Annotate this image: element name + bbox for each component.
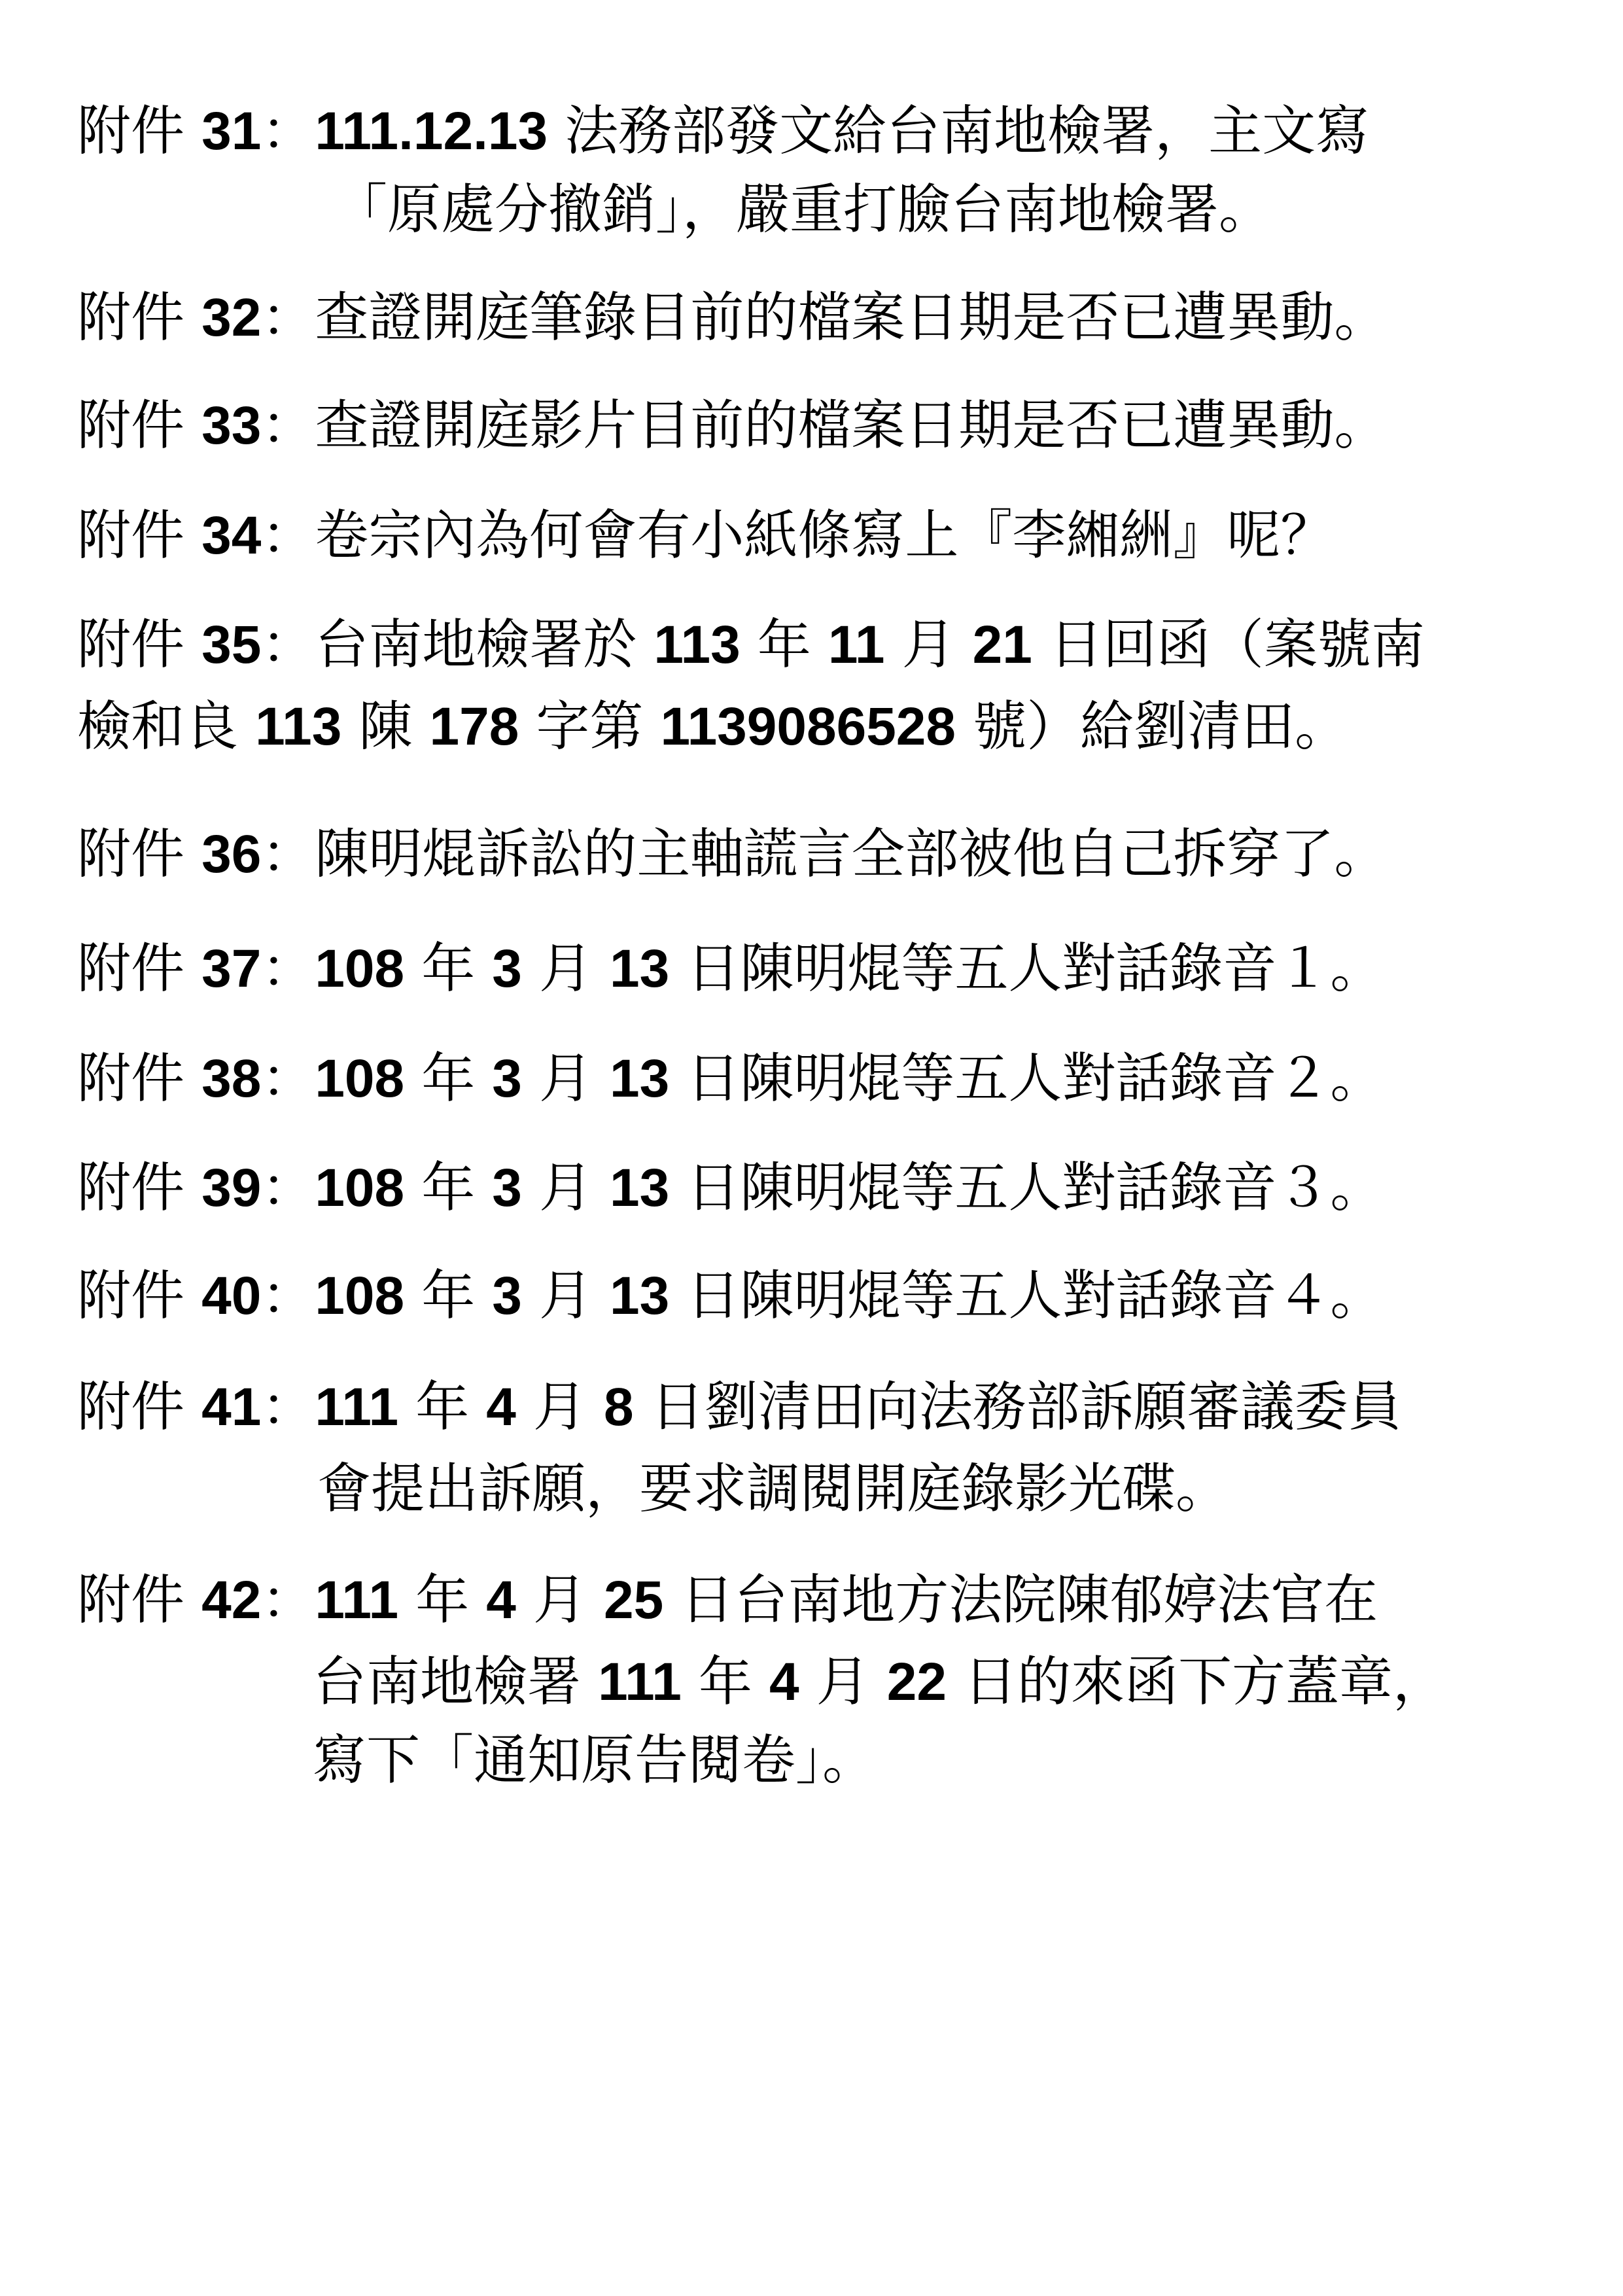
body-text: 法務部發文給台南地檢署，主文寫 bbox=[548, 100, 1370, 162]
body-text: ： bbox=[261, 1048, 315, 1110]
number-text: 4 bbox=[486, 1570, 516, 1630]
body-text: 月 bbox=[799, 1651, 887, 1713]
attachment-36-line bbox=[77, 823, 1388, 885]
number-text: 13 bbox=[610, 1158, 670, 1218]
number-text: 3 bbox=[492, 1158, 522, 1218]
number-text: 25 bbox=[603, 1570, 664, 1630]
body-text: 月 bbox=[884, 614, 973, 676]
attachment-label: 附件 bbox=[77, 395, 185, 457]
body-text: ： bbox=[261, 1265, 315, 1327]
attachment-label: 附件 bbox=[77, 100, 185, 162]
attachment-39-line bbox=[77, 1157, 1384, 1219]
number-text: 108 bbox=[315, 939, 405, 998]
body-text: ：台南地檢署於 bbox=[261, 614, 654, 676]
body-text: 日台南地方法院陳郁婷法官在 bbox=[663, 1569, 1378, 1631]
body-text: 月 bbox=[521, 1265, 610, 1327]
body-text: ：卷宗內為何會有小紙條寫上『李緗絒』呢？ bbox=[261, 504, 1335, 567]
body-text: ： bbox=[261, 100, 315, 162]
attachment-34-line bbox=[77, 504, 1335, 567]
body-text: 月 bbox=[521, 1048, 610, 1110]
body-text: 「原處分撤銷」，嚴重打臉台南地檢署。 bbox=[334, 179, 1273, 241]
body-text: ： bbox=[261, 1376, 315, 1438]
body-text: 日的來函下方蓋章， bbox=[946, 1651, 1447, 1713]
number-text: 111 bbox=[598, 1652, 682, 1712]
number-text: 3 bbox=[492, 1049, 522, 1108]
number-text: 178 bbox=[429, 697, 519, 756]
body-text: 日陳明焜等五人對話錄音３。 bbox=[669, 1157, 1384, 1219]
body-text: 月 bbox=[515, 1376, 604, 1438]
body-text: 日回函（案號南 bbox=[1032, 614, 1425, 676]
attachment-label: 附件 bbox=[77, 1157, 185, 1219]
attachment-31-continuation bbox=[334, 179, 1273, 241]
body-text: 年 bbox=[740, 614, 828, 676]
attachment-42-continuation bbox=[313, 1729, 877, 1792]
attachment-35-line bbox=[77, 614, 1425, 676]
attachment-number: 42 bbox=[201, 1570, 262, 1630]
number-text: 22 bbox=[886, 1652, 947, 1712]
body-text: 寫下「通知原告閱卷」。 bbox=[313, 1729, 877, 1792]
attachment-42-line bbox=[77, 1569, 1378, 1631]
attachment-31-line bbox=[77, 100, 1370, 162]
body-text: 台南地檢署 bbox=[313, 1651, 599, 1713]
attachment-40-line bbox=[77, 1265, 1384, 1327]
attachment-41-continuation bbox=[317, 1458, 1230, 1520]
attachment-33-line bbox=[77, 395, 1388, 457]
number-text: 4 bbox=[486, 1377, 516, 1437]
number-text: 111 bbox=[315, 1377, 399, 1437]
number-text: 13 bbox=[610, 1049, 670, 1108]
body-text: 日陳明焜等五人對話錄音４。 bbox=[669, 1265, 1384, 1327]
attachment-32-line bbox=[77, 287, 1388, 349]
body-text: 檢和良 bbox=[77, 696, 256, 758]
attachment-number: 40 bbox=[201, 1266, 262, 1326]
number-text: 21 bbox=[972, 615, 1032, 675]
body-text: 年 bbox=[398, 1569, 487, 1631]
attachment-label: 附件 bbox=[77, 287, 185, 349]
number-text: 1139086528 bbox=[660, 697, 956, 756]
attachment-42-continuation bbox=[313, 1651, 1447, 1713]
body-text: 字第 bbox=[519, 696, 661, 758]
attachment-41-line bbox=[77, 1376, 1402, 1438]
body-text: ：查證開庭影片目前的檔案日期是否已遭異動。 bbox=[261, 395, 1388, 457]
body-text: ：陳明焜訴訟的主軸謊言全部被他自己拆穿了。 bbox=[261, 823, 1388, 885]
number-text: 11 bbox=[828, 615, 885, 675]
attachment-label: 附件 bbox=[77, 1048, 185, 1110]
body-text: 年 bbox=[404, 938, 493, 1000]
body-text: 年 bbox=[404, 1048, 493, 1110]
body-text: 月 bbox=[521, 1157, 610, 1219]
attachment-number: 41 bbox=[201, 1377, 262, 1437]
attachment-38-line bbox=[77, 1048, 1384, 1110]
number-text: 3 bbox=[492, 939, 522, 998]
body-text: ：查證開庭筆錄目前的檔案日期是否已遭異動。 bbox=[261, 287, 1388, 349]
attachment-label: 附件 bbox=[77, 1265, 185, 1327]
body-text: ： bbox=[261, 938, 315, 1000]
number-text: 113 bbox=[255, 697, 342, 756]
attachment-label: 附件 bbox=[77, 1376, 185, 1438]
attachment-number: 37 bbox=[201, 939, 262, 998]
number-text: 108 bbox=[315, 1158, 405, 1218]
attachment-number: 31 bbox=[201, 101, 262, 161]
body-text: 會提出訴願，要求調閱開庭錄影光碟。 bbox=[317, 1458, 1230, 1520]
body-text: 日陳明焜等五人對話錄音１。 bbox=[669, 938, 1384, 1000]
attachment-label: 附件 bbox=[77, 614, 185, 676]
body-text: 日陳明焜等五人對話錄音２。 bbox=[669, 1048, 1384, 1110]
attachment-number: 39 bbox=[201, 1158, 262, 1218]
attachment-number: 38 bbox=[201, 1049, 262, 1108]
body-text: 年 bbox=[398, 1376, 487, 1438]
body-text: 陳 bbox=[341, 696, 430, 758]
attachment-number: 33 bbox=[201, 396, 262, 455]
attachment-number: 32 bbox=[201, 288, 262, 347]
attachment-label: 附件 bbox=[77, 938, 185, 1000]
number-text: 13 bbox=[610, 1266, 670, 1326]
body-text: 年 bbox=[404, 1265, 493, 1327]
number-text: 111.12.13 bbox=[315, 101, 548, 161]
body-text: 年 bbox=[681, 1651, 769, 1713]
body-text: 月 bbox=[515, 1569, 604, 1631]
attachment-37-line bbox=[77, 938, 1384, 1000]
attachment-35-continuation bbox=[77, 696, 1349, 758]
attachment-number: 35 bbox=[201, 615, 262, 675]
body-text: ： bbox=[261, 1569, 315, 1631]
attachment-label: 附件 bbox=[77, 1569, 185, 1631]
number-text: 8 bbox=[603, 1377, 634, 1437]
attachment-label: 附件 bbox=[77, 504, 185, 567]
number-text: 4 bbox=[769, 1652, 799, 1712]
attachment-label: 附件 bbox=[77, 823, 185, 885]
number-text: 3 bbox=[492, 1266, 522, 1326]
body-text: 年 bbox=[404, 1157, 493, 1219]
body-text: ： bbox=[261, 1157, 315, 1219]
number-text: 111 bbox=[315, 1570, 399, 1630]
number-text: 13 bbox=[610, 939, 670, 998]
number-text: 113 bbox=[654, 615, 741, 675]
attachment-number: 36 bbox=[201, 824, 262, 884]
number-text: 108 bbox=[315, 1266, 405, 1326]
attachment-number: 34 bbox=[201, 506, 262, 565]
number-text: 108 bbox=[315, 1049, 405, 1108]
body-text: 號）給劉清田。 bbox=[956, 696, 1349, 758]
body-text: 日劉清田向法務部訴願審議委員 bbox=[633, 1376, 1402, 1438]
body-text: 月 bbox=[521, 938, 610, 1000]
